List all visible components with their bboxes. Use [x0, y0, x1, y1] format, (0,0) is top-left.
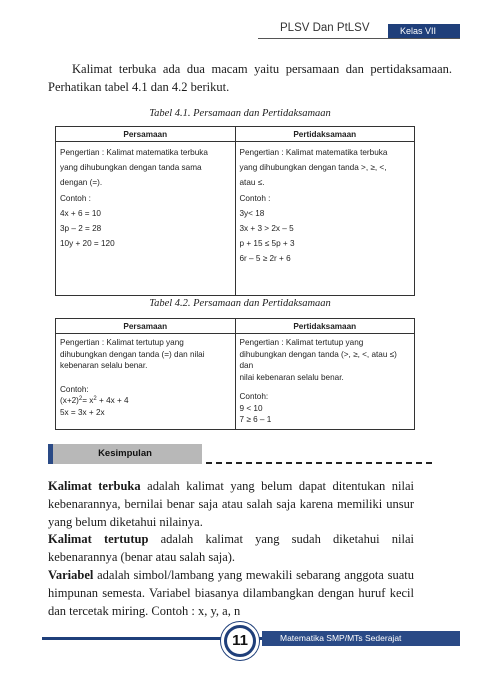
definition-kalimat-tertutup: adalah kalimat yang sudah diketahui nilai kebenarannya (benar atau salah saja). — [48, 532, 414, 565]
table-4-2-caption: Tabel 4.2. Persamaan dan Pertidaksamaan — [149, 298, 331, 309]
example-inequality: 7 ≥ 6 – 1 — [239, 415, 272, 424]
column-header-pertidaksamaan: Pertidaksamaan — [235, 127, 415, 142]
cell-line: p + 15 ≤ 5p + 3 — [239, 239, 295, 249]
cell-line: dihubungkan dengan tanda (=) dan nilai — [60, 349, 205, 359]
intro-paragraph — [48, 60, 452, 96]
cell-line: 3x + 3 > 2x – 5 — [239, 224, 294, 234]
eq-part: = x — [82, 396, 94, 405]
cell-line: 4x + 6 = 10 — [60, 208, 101, 218]
table-header-row — [56, 127, 415, 142]
cell-line: Contoh : — [239, 193, 271, 203]
cell-pertidaksamaan — [235, 334, 415, 430]
intro-line-2: Perhatikan tabel 4.1 dan 4.2 berikut. — [48, 80, 230, 94]
example-label: Contoh: — [60, 384, 89, 394]
page-number-badge — [221, 622, 259, 660]
column-header-pertidaksamaan: Pertidaksamaan — [235, 319, 415, 334]
kesimpulan-dashed-rule — [206, 462, 432, 464]
cell-line: kebenaran selalu benar. — [60, 361, 148, 370]
class-badge: Kelas VII — [388, 24, 460, 38]
eq-part: (x+2) — [60, 396, 79, 405]
kesimpulan-label: Kesimpulan — [98, 448, 152, 459]
table-4-1 — [55, 126, 415, 296]
definition-variabel: adalah simbol/lambang yang mewakili sebarang anggota suatu himpunan semesta. Variabel biasanya dilambangkan dengan huruf kecil dan tercetak miring. Contoh : x, y, a, n — [48, 567, 414, 618]
column-header-persamaan: Persamaan — [56, 319, 236, 334]
cell-persamaan — [56, 334, 236, 430]
intro-line-1: Kalimat terbuka ada dua macam yaitu persamaan dan pertidaksamaan. — [72, 62, 452, 76]
table-header-row — [56, 319, 415, 334]
spacer — [60, 372, 231, 384]
cell-line: Contoh : — [60, 193, 91, 203]
cell-line: 3y< 18 — [239, 208, 265, 218]
header-rule — [258, 38, 460, 39]
example-equation: 5x = 3x + 2x — [60, 407, 105, 417]
example-equation — [60, 395, 231, 407]
eq-superscript: 2 — [78, 396, 83, 402]
cell-line: Pengertian : Kalimat tertutup yang — [60, 338, 184, 347]
running-header-title: PLSV Dan PtLSV — [280, 22, 370, 34]
table-4-1-caption: Tabel 4.1. Persamaan dan Pertidaksamaan — [149, 108, 331, 119]
cell-line: 3p – 2 = 28 — [60, 224, 102, 234]
cell-line: nilai kebenaran selalu benar. — [239, 372, 344, 382]
cell-line: yang dihubungkan dengan tanda >, ≥, <, — [239, 163, 387, 173]
cell-line: atau ≤. — [239, 178, 265, 188]
cell-line: yang dihubungkan dengan tanda sama — [60, 163, 202, 173]
example-inequality: 9 < 10 — [239, 403, 263, 413]
footer-book-title: Matematika SMP/MTs Sederajat — [262, 631, 460, 646]
cell-line: dengan (=). — [60, 178, 103, 188]
kesimpulan-banner — [48, 444, 202, 464]
table-row — [56, 142, 415, 296]
example-label: Contoh: — [239, 392, 269, 401]
spacer — [240, 383, 411, 391]
cell-line: 10y + 20 = 120 — [60, 239, 115, 249]
page-number: 11 — [227, 628, 253, 654]
summary-paragraph — [48, 478, 414, 620]
definition-kalimat-terbuka: adalah kalimat yang belum dapat ditentukan nilai kebenarannya, bernilai benar saja atau salah saja karena memiliki unsur yang belum diketahui nilainya. — [48, 479, 415, 529]
column-header-persamaan: Persamaan — [56, 127, 236, 142]
eq-superscript: 2 — [93, 396, 97, 402]
cell-line: Pengertian : Kalimat matematika terbuka — [60, 148, 208, 157]
cell-persamaan — [56, 142, 236, 296]
term-kalimat-tertutup: Kalimat tertutup — [48, 532, 149, 547]
eq-part: + 4x + 4 — [96, 396, 129, 405]
cell-line: 6r – 5 ≥ 2r + 6 — [239, 254, 291, 264]
term-variabel: Variabel — [48, 567, 94, 582]
cell-line: dihubungkan dengan tanda (>, ≥, <, atau ≤) dan — [239, 349, 397, 370]
table-row — [56, 334, 415, 430]
cell-line: Pengertian : Kalimat tertutup yang — [239, 338, 364, 347]
cell-pertidaksamaan — [235, 142, 415, 296]
cell-line: Pengertian : Kalimat matematika terbuka — [239, 148, 388, 157]
term-kalimat-terbuka: Kalimat terbuka — [48, 479, 141, 493]
table-4-2 — [55, 318, 415, 430]
